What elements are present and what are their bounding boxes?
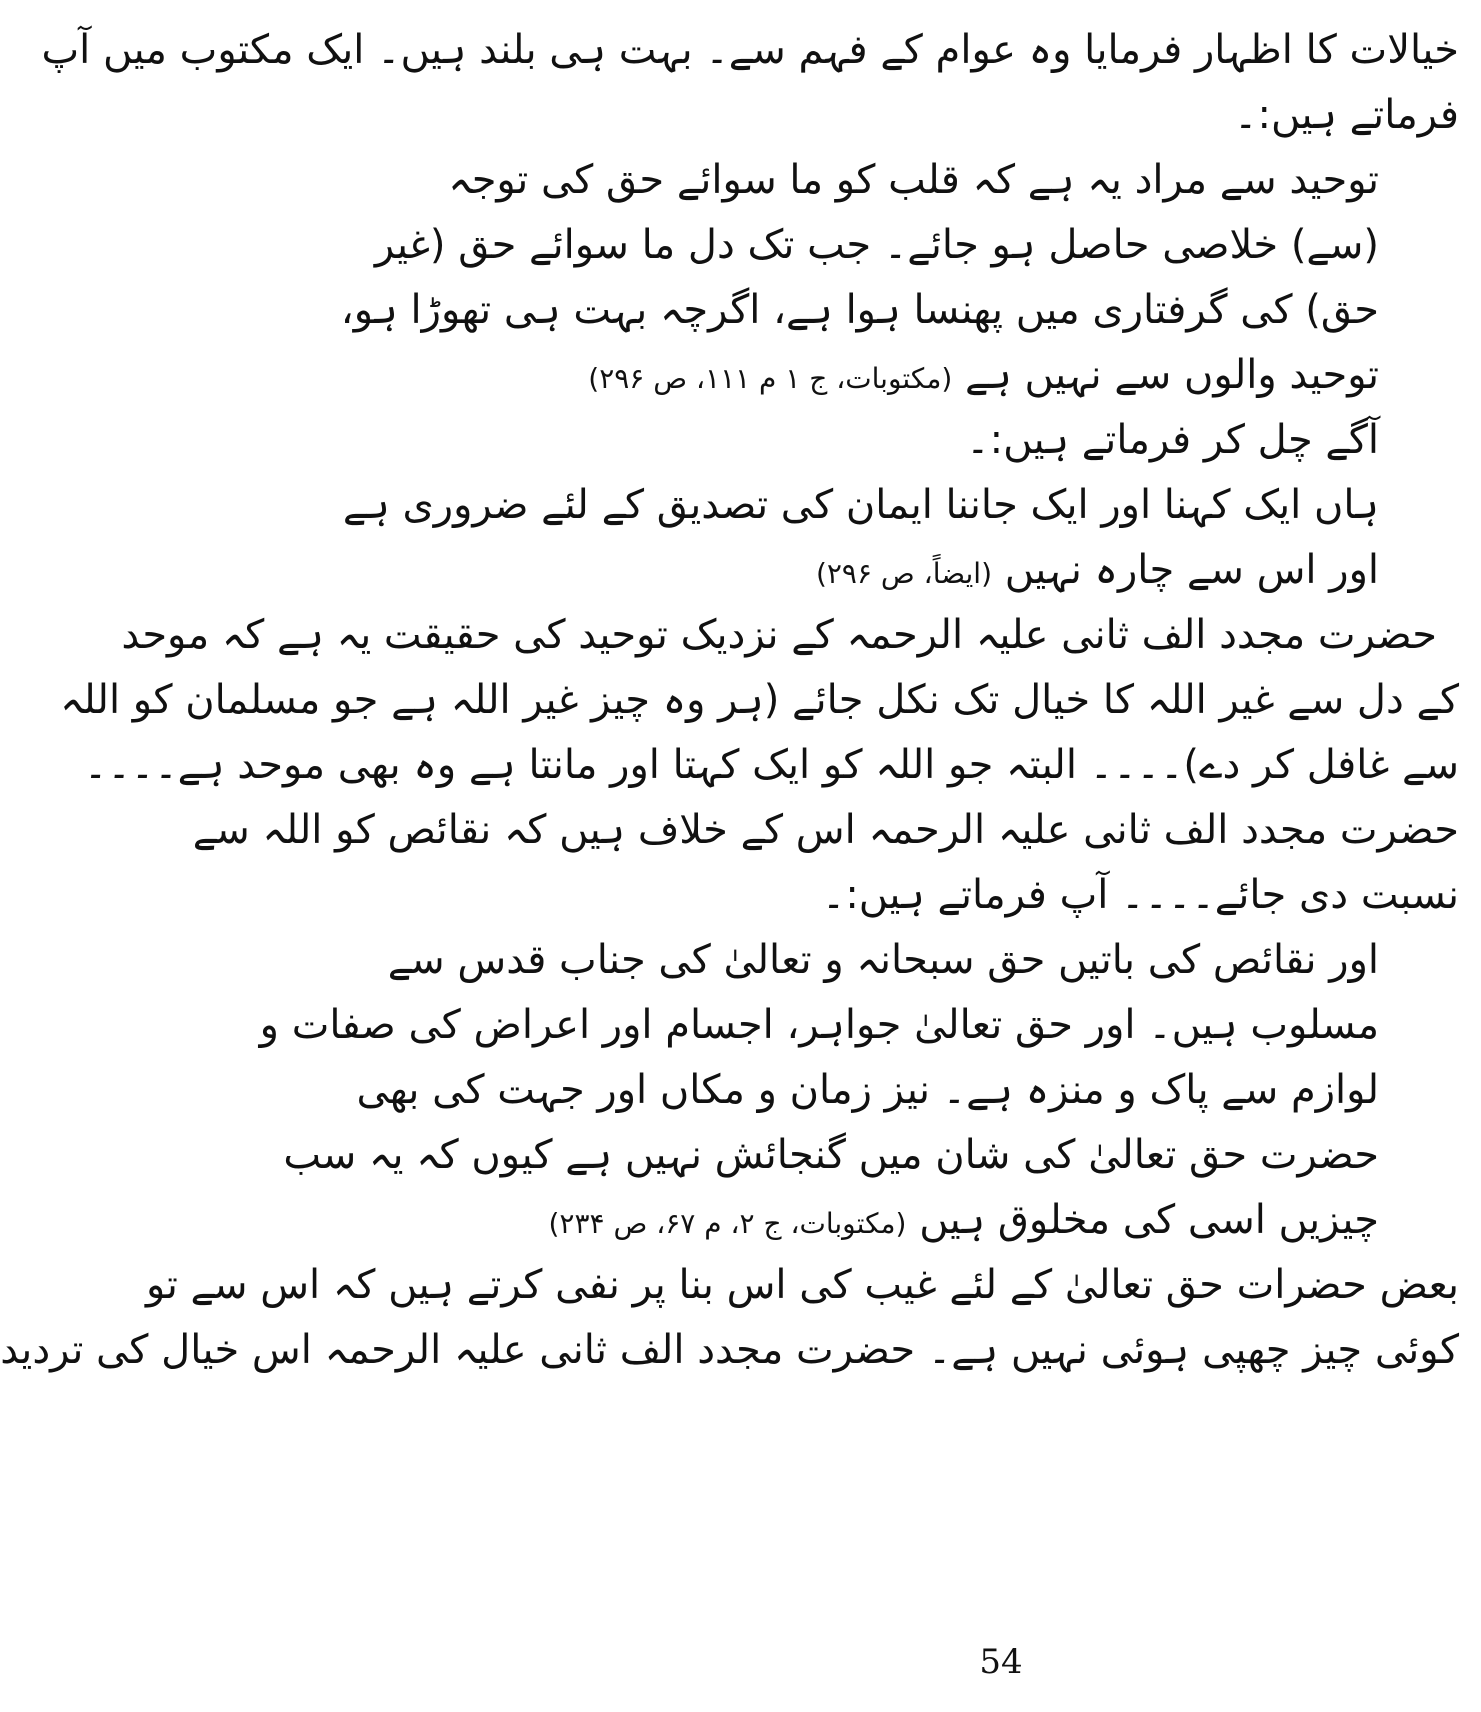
body-line: سے غافل کر دے)۔۔۔۔ البتہ جو اللہ کو ایک کہتا اور مانتا ہے وہ بھی موحد ہے۔۔۔۔ bbox=[83, 742, 1459, 788]
quote-line bbox=[543, 1188, 1459, 1253]
body-line: نسبت دی جائے۔۔۔۔ آپ فرماتے ہیں:۔ bbox=[821, 872, 1459, 918]
quote-line: توحید سے مراد یہ ہے کہ قلب کو ما سوائے حق کی توجہ bbox=[448, 157, 1379, 203]
quote-line: (سے) خلاصی حاصل ہو جائے۔ جب تک دل ما سوائے حق (غیر bbox=[374, 222, 1379, 268]
page-number: 54 bbox=[979, 1642, 1023, 1682]
body-line: بعض حضرات حق تعالیٰ کے لئے غیب کی اس بنا پر نفی کرتے ہیں کہ اس سے تو bbox=[146, 1262, 1459, 1308]
quote-text: توحید والوں سے نہیں ہے bbox=[964, 352, 1379, 398]
body-line: کوئی چیز چھپی ہوئی نہیں ہے۔ حضرت مجدد الف ثانی علیہ الرحمہ اس خیال کی تردید bbox=[0, 1327, 1459, 1373]
body-line: کے دل سے غیر اللہ کا خیال تک نکل جائے (ہر وہ چیز غیر اللہ ہے جو مسلمان کو اللہ bbox=[60, 677, 1459, 723]
body-line: آگے چل کر فرماتے ہیں:۔ bbox=[966, 417, 1379, 463]
citation: (ایضاً، ص ۲۹۶) bbox=[815, 557, 993, 590]
quote-text: اور اس سے چارہ نہیں bbox=[1004, 547, 1379, 593]
quote-line bbox=[543, 538, 1459, 603]
citation: (مکتوبات، ج ۱ م ۱۱۱، ص ۲۹۶) bbox=[588, 362, 953, 395]
body-line: حضرت مجدد الف ثانی علیہ الرحمہ اس کے خلاف ہیں کہ نقائص کو اللہ سے bbox=[192, 807, 1459, 853]
quote-line: لوازم سے پاک و منزہ ہے۔ نیز زمان و مکاں اور جہت کی بھی bbox=[356, 1067, 1379, 1113]
quote-line: مسلوب ہیں۔ اور حق تعالیٰ جواہر، اجسام اور اعراض کی صفات و bbox=[259, 1002, 1379, 1048]
quote-line: ہاں ایک کہنا اور ایک جاننا ایمان کی تصدیق کے لئے ضروری ہے bbox=[342, 482, 1379, 528]
body-line: خیالات کا اظہار فرمایا وہ عوام کے فہم سے۔ بہت ہی بلند ہیں۔ ایک مکتوب میں آپ bbox=[41, 27, 1459, 73]
quote-line: اور نقائص کی باتیں حق سبحانہ و تعالیٰ کی جناب قدس سے bbox=[387, 937, 1379, 983]
body-line: حضرت مجدد الف ثانی علیہ الرحمہ کے نزدیک توحید کی حقیقت یہ ہے کہ موحد bbox=[121, 612, 1437, 658]
page-body bbox=[0, 18, 1459, 1383]
citation: (مکتوبات، ج ۲، م ۶۷، ص ۲۳۴) bbox=[548, 1207, 907, 1240]
quote-line: حضرت حق تعالیٰ کی شان میں گنجائش نہیں ہے کیوں کہ یہ سب bbox=[283, 1132, 1379, 1178]
body-line: فرماتے ہیں:۔ bbox=[1234, 92, 1459, 138]
quote-text: چیزیں اسی کی مخلوق ہیں bbox=[919, 1197, 1379, 1243]
quote-line: حق) کی گرفتاری میں پھنسا ہوا ہے، اگرچہ بہت ہی تھوڑا ہو، bbox=[340, 287, 1379, 333]
quote-line bbox=[543, 343, 1459, 408]
